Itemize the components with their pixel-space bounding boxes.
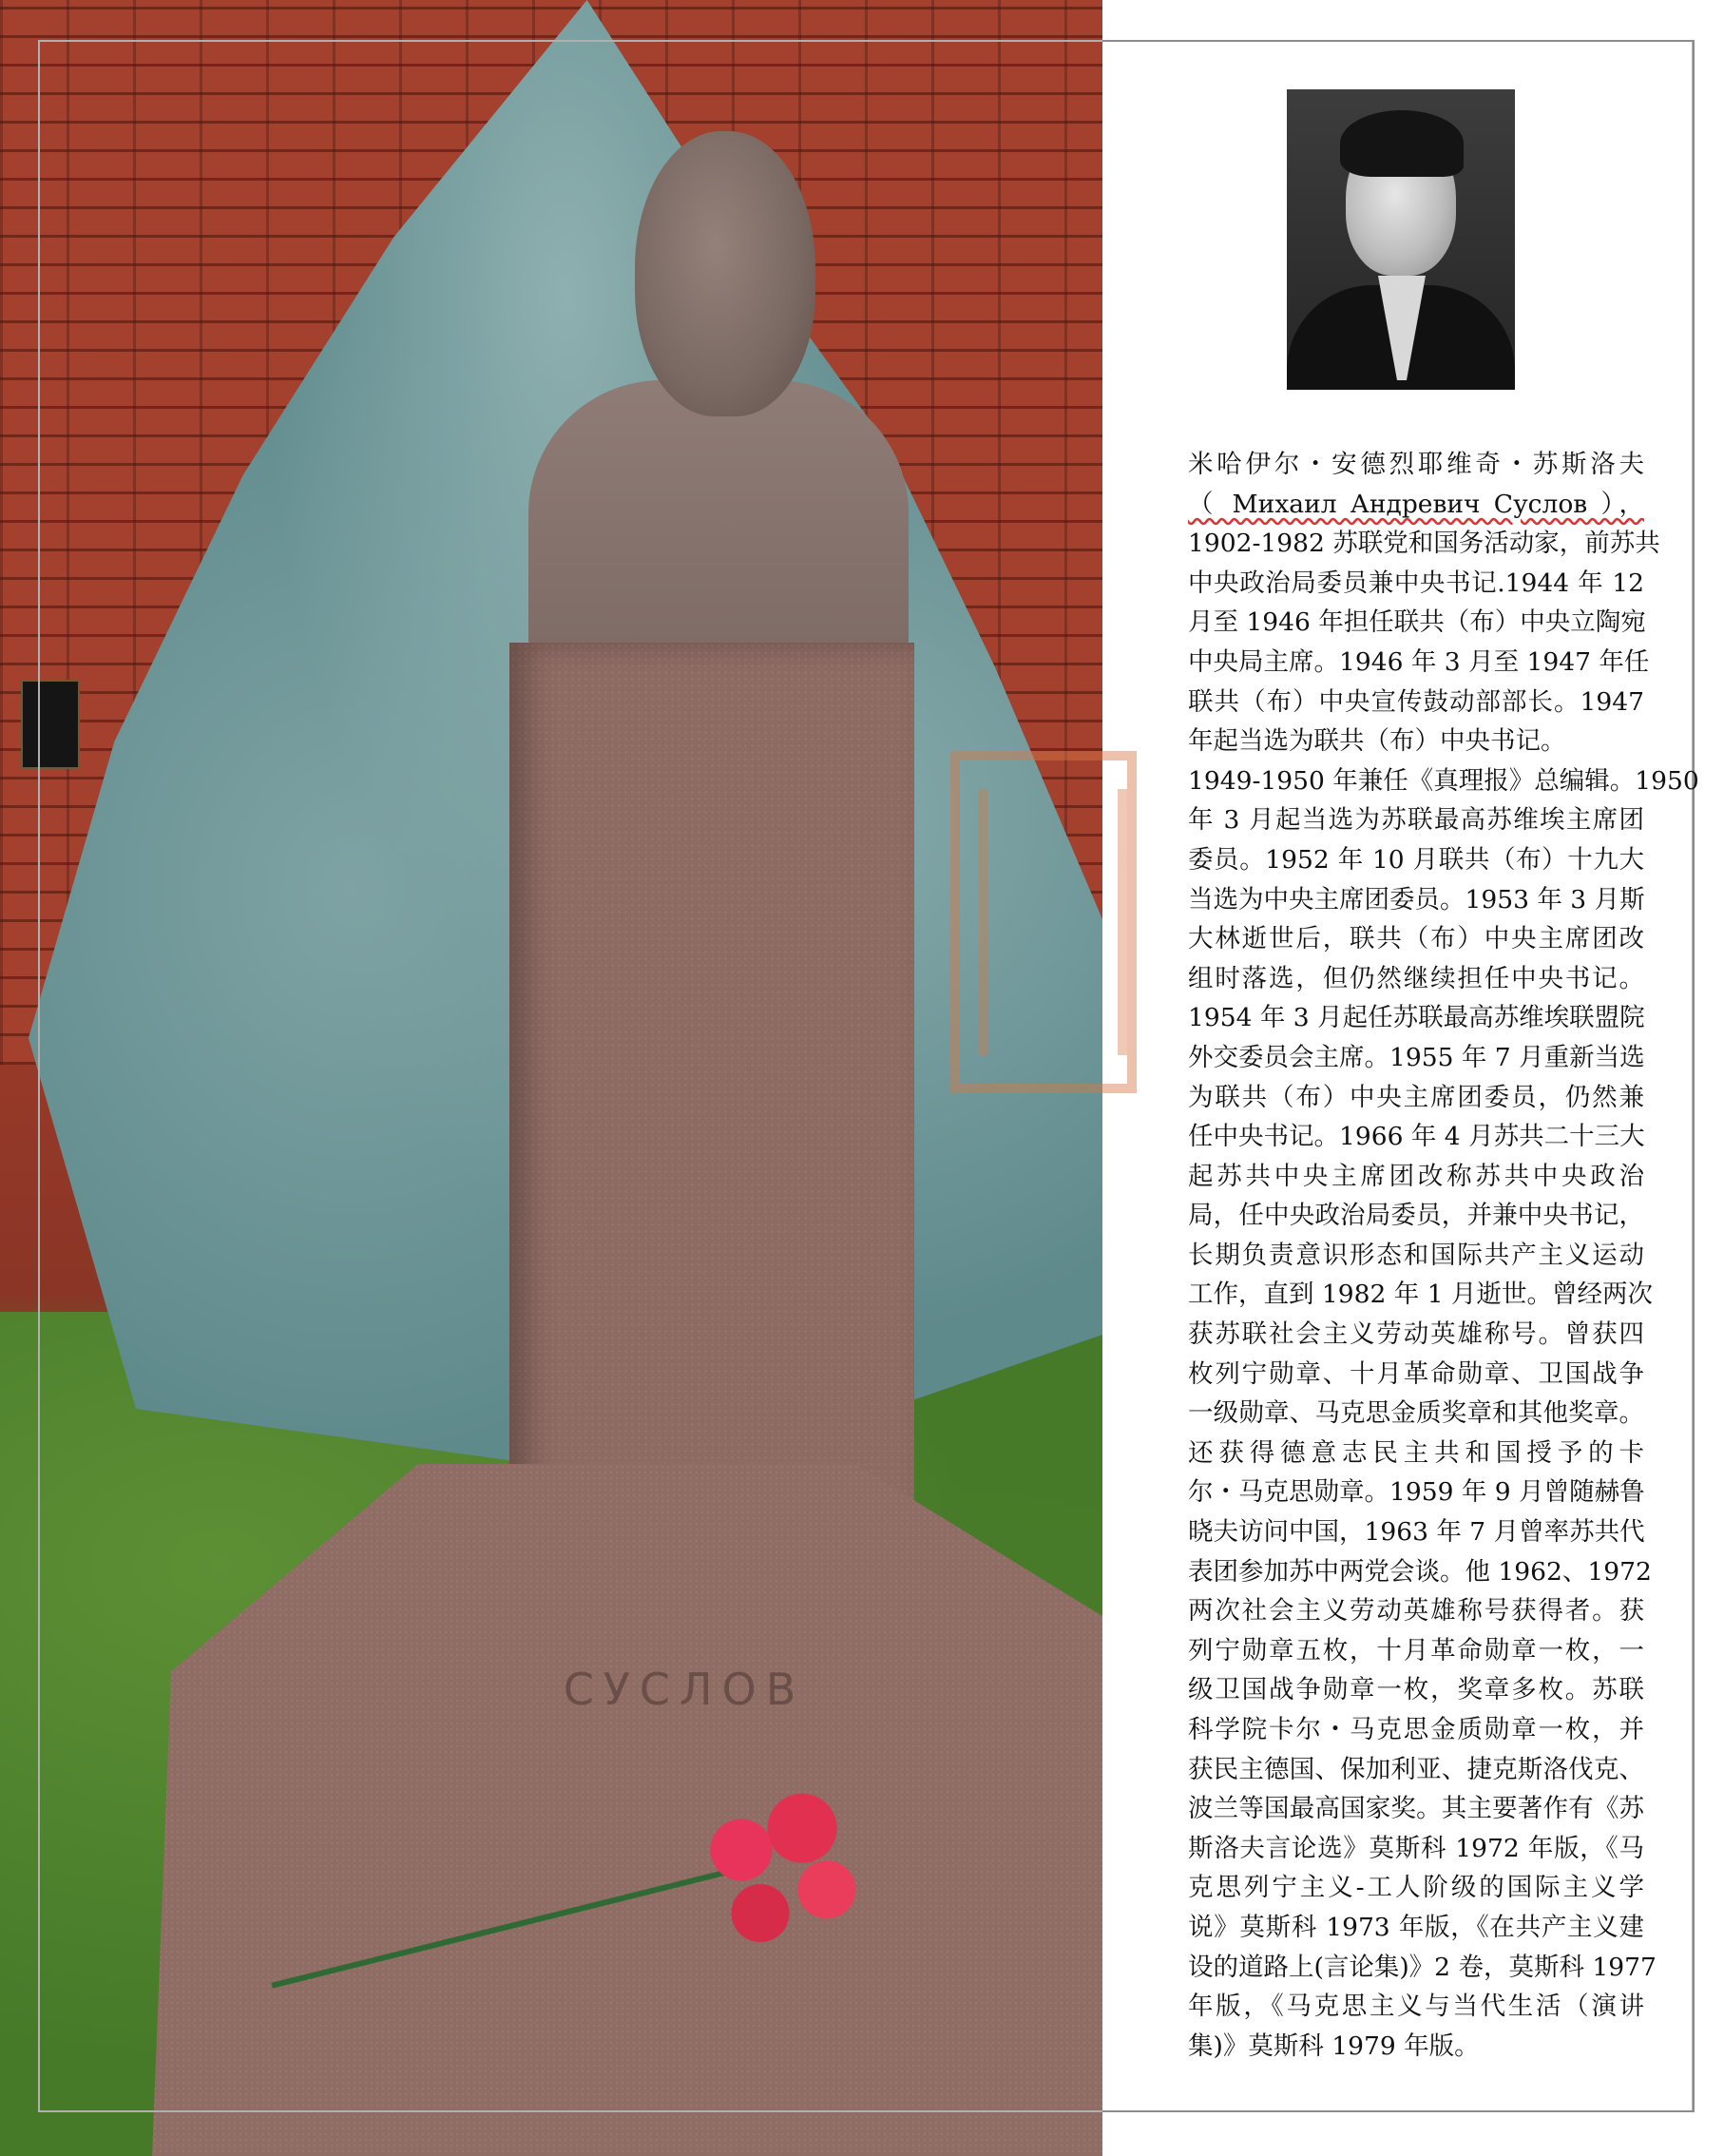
bio-line: 米哈伊尔・安德烈耶维奇・苏斯洛夫 — [1188, 450, 1644, 479]
bio-line: 1949-1950 年兼任《真理报》总编辑。1950 — [1188, 765, 1699, 796]
bio-line: 获苏联社会主义劳动英雄称号。曾获四 — [1188, 1319, 1644, 1350]
bio-line: 长期负责意识形态和国际共产主义运动 — [1188, 1240, 1644, 1270]
bio-line: 克思列宁主义-工人阶级的国际主义学 — [1188, 1873, 1644, 1903]
bio-line: 说》莫斯科 1973 年版，《在共产主义建 — [1188, 1912, 1644, 1942]
bio-line: 集)》莫斯科 1979 年版。 — [1188, 2031, 1480, 2061]
bio-line: 局，任中央政治局委员，并兼中央书记， — [1188, 1201, 1644, 1231]
bio-line: 任中央书记。1966 年 4 月苏共二十三大 — [1188, 1122, 1645, 1152]
bio-line: 获民主德国、保加利亚、捷克斯洛伐克、 — [1188, 1754, 1644, 1784]
bio-line: 当选为中央主席团委员。1953 年 3 月斯 — [1188, 884, 1645, 914]
bio-line: 1902-1982 苏联党和国务活动家，前苏共 — [1188, 529, 1660, 559]
biography-text — [1188, 445, 1699, 2066]
bio-line: 列宁勋章五枚，十月革命勋章一枚，一 — [1188, 1635, 1644, 1665]
portrait-hair — [1340, 110, 1464, 177]
memorial-plaque — [21, 680, 80, 769]
bio-line: 月至 1946 年担任联共（布）中央立陶宛 — [1188, 607, 1646, 638]
bio-line: 设的道路上(言论集)》2 卷，莫斯科 1977 — [1188, 1952, 1657, 1982]
bio-line: 联共（布）中央宣传鼓动部部长。1947 — [1188, 686, 1644, 717]
bio-line: 表团参加苏中两党会谈。他 1962、1972 — [1188, 1556, 1652, 1587]
bio-line: 起苏共中央主席团改称苏共中央政治 — [1188, 1161, 1644, 1191]
bio-line: 组时落选，但仍然继续担任中央书记。 — [1188, 963, 1644, 993]
bio-line: 波兰等国最高国家奖。其主要著作有《苏 — [1188, 1794, 1644, 1824]
bio-line: 两次社会主义劳动英雄称号获得者。获 — [1188, 1596, 1644, 1627]
bio-line: 为联共（布）中央主席团委员，仍然兼 — [1188, 1082, 1644, 1112]
bio-line: （ Михаил Андревич Суслов ）， — [1188, 489, 1644, 519]
bio-line: 斯洛夫言论选》莫斯科 1972 年版，《马 — [1188, 1833, 1644, 1863]
bio-line: 级卫国战争勋章一枚，奖章多枚。苏联 — [1188, 1675, 1644, 1705]
bio-line: 外交委员会主席。1955 年 7 月重新当选 — [1188, 1042, 1645, 1072]
bio-line: 年起当选为联共（布）中央书记。 — [1188, 726, 1566, 757]
bio-line: 工作，直到 1982 年 1 月逝世。曾经两次 — [1188, 1280, 1653, 1310]
bio-line: 中央政治局委员兼中央书记.1944 年 12 — [1188, 568, 1644, 598]
bio-line: 晓夫访问中国，1963 年 7 月曾率苏共代 — [1188, 1517, 1645, 1548]
red-carnations — [684, 1778, 874, 1958]
bio-line: 枚列宁勋章、十月革命勋章、卫国战争 — [1188, 1358, 1644, 1389]
bio-line: 还获得德意志民主共和国授予的卡 — [1188, 1437, 1644, 1468]
slab-inscription: СУСЛОВ — [563, 1664, 806, 1715]
bio-line: 大林逝世后，联共（布）中央主席团改 — [1188, 924, 1644, 954]
bio-line: 年 3 月起当选为苏联最高苏维埃主席团 — [1188, 805, 1644, 836]
bio-line: 1954 年 3 月起任苏联最高苏维埃联盟院 — [1188, 1003, 1645, 1033]
portrait-photo — [1287, 89, 1515, 380]
bio-line: 中央局主席。1946 年 3 月至 1947 年任 — [1188, 646, 1650, 677]
bio-line: 科学院卡尔・马克思金质勋章一枚，并 — [1188, 1715, 1644, 1744]
bio-line: 年版，《马克思主义与当代生活（演讲 — [1188, 1992, 1644, 2022]
bust-shoulders — [528, 380, 909, 646]
bust-head — [635, 131, 815, 416]
granite-pedestal — [509, 643, 914, 1565]
bio-line: 委员。1952 年 10 月联共（布）十九大 — [1188, 844, 1644, 875]
bio-line: 尔・马克思勋章。1959 年 9 月曾随赫鲁 — [1188, 1477, 1645, 1508]
bio-line: 一级勋章、马克思金质奖章和其他奖章。 — [1188, 1398, 1644, 1429]
